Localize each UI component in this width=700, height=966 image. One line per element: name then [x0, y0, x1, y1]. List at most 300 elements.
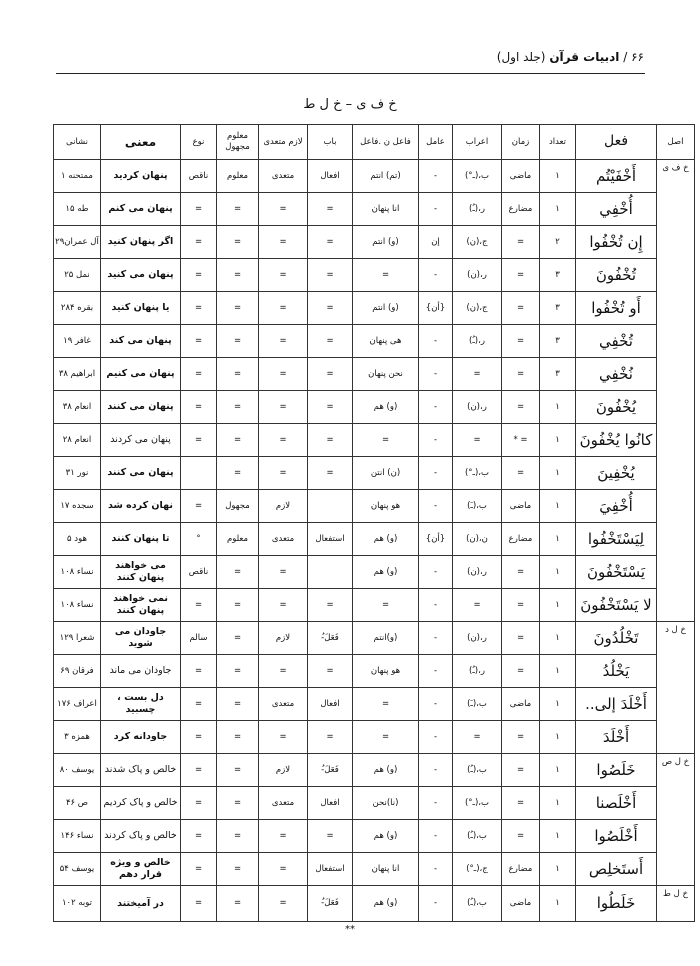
mana-cell: یا پنهان کنید — [101, 292, 181, 325]
bab-cell: = — [308, 226, 353, 259]
erab-cell: ج،(ن) — [453, 292, 502, 325]
table-row — [54, 226, 695, 259]
col-amel: عامل — [419, 125, 453, 160]
maloom-cell: = — [217, 721, 259, 754]
bab-cell: فَعَلَ-ُ — [308, 886, 353, 922]
maloom-cell: = — [217, 886, 259, 922]
fel-cell: إِن تُخْفُوا — [576, 226, 657, 259]
page-header — [497, 50, 644, 64]
neshani-cell: انعام ۳۸ — [54, 391, 101, 424]
maloom-cell: = — [217, 391, 259, 424]
table-row — [54, 523, 695, 556]
fael-cell: (و) انتم — [353, 292, 419, 325]
maloom-cell: معلوم — [217, 523, 259, 556]
lazem-cell: = — [259, 259, 308, 292]
noe-cell: = — [181, 193, 217, 226]
amel-cell: - — [419, 820, 453, 853]
col-fel: فعل — [576, 125, 657, 160]
noe-cell: = — [181, 655, 217, 688]
fael-cell: = — [353, 259, 419, 292]
lazem-cell: = — [259, 589, 308, 622]
erab-cell: ر،(ـُ) — [453, 325, 502, 358]
table-row — [54, 391, 695, 424]
noe-cell: = — [181, 490, 217, 523]
table-row — [54, 490, 695, 523]
tedad-cell: ۳ — [540, 292, 576, 325]
maloom-cell: = — [217, 589, 259, 622]
maloom-cell: = — [217, 193, 259, 226]
fael-cell: هی پنهان — [353, 325, 419, 358]
fel-cell: أَو تُخْفُوا — [576, 292, 657, 325]
root-cell: خ ل ط — [657, 886, 695, 922]
maloom-cell: مجهول — [217, 490, 259, 523]
mana-cell: پنهان می کنند — [101, 391, 181, 424]
neshani-cell: ابراهیم ۳۸ — [54, 358, 101, 391]
lazem-cell: = — [259, 193, 308, 226]
table-row — [54, 754, 695, 787]
zaman-cell: = — [502, 721, 540, 754]
lazem-cell: = — [259, 457, 308, 490]
mana-cell: پنهان می کند — [101, 325, 181, 358]
bab-cell: افعال — [308, 688, 353, 721]
noe-cell: ناقص — [181, 160, 217, 193]
mana-cell: اگر پنهان کنید — [101, 226, 181, 259]
lazem-cell: متعدی — [259, 160, 308, 193]
fel-cell: تُخْفِي — [576, 325, 657, 358]
amel-cell: {أن} — [419, 523, 453, 556]
amel-cell: إن — [419, 226, 453, 259]
fel-cell: أَخْلَصُوا — [576, 820, 657, 853]
zaman-cell: = — [502, 358, 540, 391]
tedad-cell: ۱ — [540, 424, 576, 457]
noe-cell: = — [181, 721, 217, 754]
tedad-cell: ۳ — [540, 358, 576, 391]
table-row — [54, 160, 695, 193]
lazem-cell: = — [259, 226, 308, 259]
fel-cell: خَلَطُوا — [576, 886, 657, 922]
fel-cell: تُخْفُونَ — [576, 259, 657, 292]
mana-cell: خالص و پاک شدند — [101, 754, 181, 787]
maloom-cell: = — [217, 556, 259, 589]
amel-cell: - — [419, 589, 453, 622]
table-row — [54, 820, 695, 853]
noe-cell: = — [181, 787, 217, 820]
table-row — [54, 589, 695, 622]
mana-cell: پنهان می کنید — [101, 259, 181, 292]
zaman-cell: = — [502, 622, 540, 655]
col-bab: باب — [308, 125, 353, 160]
amel-cell: - — [419, 886, 453, 922]
zaman-cell: مضارع — [502, 523, 540, 556]
erab-cell: = — [453, 721, 502, 754]
bab-cell: = — [308, 292, 353, 325]
erab-cell: ب،(ـُ) — [453, 820, 502, 853]
tedad-cell: ۱ — [540, 787, 576, 820]
fel-cell: أَستَخلِص — [576, 853, 657, 886]
mana-cell: پنهان کردید — [101, 160, 181, 193]
erab-cell: ر،(ن) — [453, 259, 502, 292]
mana-cell: جاودان می شوید — [101, 622, 181, 655]
zaman-cell: = — [502, 226, 540, 259]
col-maloom: معلوم مجهول — [217, 125, 259, 160]
table-row — [54, 259, 695, 292]
fel-cell: تَخْلُدُونَ — [576, 622, 657, 655]
bab-cell: = — [308, 325, 353, 358]
tedad-cell: ۱ — [540, 193, 576, 226]
fael-cell: (و) هم — [353, 556, 419, 589]
erab-cell: ب،(ـَ) — [453, 688, 502, 721]
mana-cell: خالص و پاک کردند — [101, 820, 181, 853]
noe-cell: = — [181, 358, 217, 391]
mana-cell: می خواهند پنهان کنند — [101, 556, 181, 589]
erab-cell: = — [453, 424, 502, 457]
amel-cell: - — [419, 457, 453, 490]
mana-cell: جاودان می ماند — [101, 655, 181, 688]
fel-cell: أُخْفِي — [576, 193, 657, 226]
col-mana: معنی — [101, 125, 181, 160]
header-rule — [56, 73, 645, 74]
table-row — [54, 424, 695, 457]
table-row — [54, 292, 695, 325]
col-tedad: تعداد — [540, 125, 576, 160]
tedad-cell: ۱ — [540, 556, 576, 589]
table-row — [54, 787, 695, 820]
col-fael: فاعل ن .فاعل — [353, 125, 419, 160]
neshani-cell: شعرا ۱۲۹ — [54, 622, 101, 655]
col-neshani: نشانی — [54, 125, 101, 160]
zaman-cell: = — [502, 457, 540, 490]
fael-cell: انا پنهان — [353, 193, 419, 226]
lazem-cell: متعدی — [259, 787, 308, 820]
noe-cell: = — [181, 292, 217, 325]
mana-cell: در آمیختند — [101, 886, 181, 922]
table-row — [54, 193, 695, 226]
amel-cell: - — [419, 787, 453, 820]
noe-cell: = — [181, 325, 217, 358]
maloom-cell: = — [217, 292, 259, 325]
table-row — [54, 358, 695, 391]
zaman-cell: = * — [502, 424, 540, 457]
maloom-cell: = — [217, 853, 259, 886]
amel-cell: - — [419, 391, 453, 424]
mana-cell: نمی خواهند پنهان کنند — [101, 589, 181, 622]
fael-cell: (نا)نحن — [353, 787, 419, 820]
erab-cell: ب،(ـَ) — [453, 490, 502, 523]
fael-cell: هو پنهان — [353, 490, 419, 523]
table-row — [54, 556, 695, 589]
fael-cell: = — [353, 424, 419, 457]
bab-cell: = — [308, 358, 353, 391]
col-lazem: لازم متعدی — [259, 125, 308, 160]
verb-table — [53, 124, 695, 922]
maloom-cell: = — [217, 622, 259, 655]
neshani-cell: یوسف ۵۴ — [54, 853, 101, 886]
noe-cell: = — [181, 754, 217, 787]
noe-cell: = — [181, 853, 217, 886]
zaman-cell: = — [502, 556, 540, 589]
tedad-cell: ۳ — [540, 259, 576, 292]
amel-cell: - — [419, 325, 453, 358]
maloom-cell: = — [217, 226, 259, 259]
page-number: ۶۶ / — [623, 50, 644, 64]
fel-cell: يُخْفُونَ — [576, 391, 657, 424]
tedad-cell: ۱ — [540, 853, 576, 886]
maloom-cell: = — [217, 358, 259, 391]
tedad-cell: ۱ — [540, 589, 576, 622]
amel-cell: - — [419, 688, 453, 721]
erab-cell: ب،(ـ°) — [453, 160, 502, 193]
zaman-cell: = — [502, 292, 540, 325]
fel-cell: يُخْفِينَ — [576, 457, 657, 490]
neshani-cell: هود ۵ — [54, 523, 101, 556]
maloom-cell: = — [217, 787, 259, 820]
fel-cell: أَخْلَدَ — [576, 721, 657, 754]
root-cell: خ ل د — [657, 622, 695, 754]
maloom-cell: = — [217, 754, 259, 787]
fel-cell: خَلَصُوا — [576, 754, 657, 787]
neshani-cell: طه ۱۵ — [54, 193, 101, 226]
bab-cell: = — [308, 655, 353, 688]
neshani-cell: توبه ۱۰۲ — [54, 886, 101, 922]
lazem-cell: = — [259, 820, 308, 853]
bab-cell: = — [308, 820, 353, 853]
zaman-cell: مضارع — [502, 193, 540, 226]
section-title: خ ف ی – خ ل ط — [303, 97, 397, 112]
erab-cell: ر،(ن) — [453, 622, 502, 655]
lazem-cell: متعدی — [259, 523, 308, 556]
lazem-cell: لازم — [259, 754, 308, 787]
tedad-cell: ۱ — [540, 655, 576, 688]
zaman-cell: = — [502, 391, 540, 424]
mana-cell: پنهان می کنم — [101, 193, 181, 226]
fael-cell: (و) هم — [353, 391, 419, 424]
zaman-cell: = — [502, 655, 540, 688]
amel-cell: - — [419, 358, 453, 391]
erab-cell: ر،(ن) — [453, 391, 502, 424]
tedad-cell: ۲ — [540, 226, 576, 259]
maloom-cell: = — [217, 424, 259, 457]
erab-cell: = — [453, 358, 502, 391]
table-row — [54, 325, 695, 358]
tedad-cell: ۱ — [540, 523, 576, 556]
maloom-cell: = — [217, 259, 259, 292]
neshani-cell: بقره ۲۸۴ — [54, 292, 101, 325]
fael-cell: انا پنهان — [353, 853, 419, 886]
tedad-cell: ۱ — [540, 490, 576, 523]
table-row — [54, 622, 695, 655]
tedad-cell: ۱ — [540, 886, 576, 922]
amel-cell: - — [419, 721, 453, 754]
zaman-cell: مضارع — [502, 853, 540, 886]
fael-cell: = — [353, 589, 419, 622]
zaman-cell: ماضی — [502, 160, 540, 193]
amel-cell: - — [419, 754, 453, 787]
bab-cell: استفعال — [308, 523, 353, 556]
zaman-cell: = — [502, 787, 540, 820]
fael-cell: (و) انتم — [353, 226, 419, 259]
mana-cell: نهان کرده شد — [101, 490, 181, 523]
amel-cell: - — [419, 622, 453, 655]
bab-cell: = — [308, 391, 353, 424]
neshani-cell: ص ۴۶ — [54, 787, 101, 820]
lazem-cell: = — [259, 556, 308, 589]
fael-cell: = — [353, 688, 419, 721]
noe-cell: = — [181, 226, 217, 259]
maloom-cell: = — [217, 325, 259, 358]
noe-cell: = — [181, 391, 217, 424]
mana-cell: دل بست ، چسبید — [101, 688, 181, 721]
bab-cell: = — [308, 721, 353, 754]
neshani-cell: فرقان ۶۹ — [54, 655, 101, 688]
tedad-cell: ۳ — [540, 325, 576, 358]
col-erab: اعراب — [453, 125, 502, 160]
amel-cell: - — [419, 490, 453, 523]
noe-cell: = — [181, 688, 217, 721]
zaman-cell: = — [502, 754, 540, 787]
erab-cell: = — [453, 589, 502, 622]
mana-cell: خالص و پاک کردیم — [101, 787, 181, 820]
lazem-cell: = — [259, 424, 308, 457]
tedad-cell: ۱ — [540, 160, 576, 193]
neshani-cell: یوسف ۸۰ — [54, 754, 101, 787]
neshani-cell: نساء ۱۴۶ — [54, 820, 101, 853]
lazem-cell: متعدی — [259, 688, 308, 721]
table-row — [54, 853, 695, 886]
lazem-cell: لازم — [259, 622, 308, 655]
amel-cell: - — [419, 853, 453, 886]
noe-cell — [181, 457, 217, 490]
fel-cell: يَخْلُدُ — [576, 655, 657, 688]
lazem-cell: = — [259, 886, 308, 922]
erab-cell: ب،(ـُ) — [453, 886, 502, 922]
lazem-cell: = — [259, 655, 308, 688]
mana-cell: پنهان می کردند — [101, 424, 181, 457]
tedad-cell: ۱ — [540, 622, 576, 655]
fael-cell: (و) هم — [353, 523, 419, 556]
table-row — [54, 721, 695, 754]
neshani-cell: انعام ۲۸ — [54, 424, 101, 457]
lazem-cell: = — [259, 325, 308, 358]
bab-cell — [308, 556, 353, 589]
fael-cell: (و) هم — [353, 754, 419, 787]
bab-cell: استفعال — [308, 853, 353, 886]
col-asl: اصل — [657, 125, 695, 160]
neshani-cell: سجده ۱۷ — [54, 490, 101, 523]
fael-cell: = — [353, 721, 419, 754]
erab-cell: ب،(ـُ) — [453, 754, 502, 787]
noe-cell: = — [181, 820, 217, 853]
amel-cell: {أن} — [419, 292, 453, 325]
fael-cell: (ن) انتن — [353, 457, 419, 490]
fel-cell: نُخْفِي — [576, 358, 657, 391]
lazem-cell: لازم — [259, 490, 308, 523]
zaman-cell: = — [502, 325, 540, 358]
table-body — [54, 160, 695, 922]
fel-cell: أَخْفَيْتُم — [576, 160, 657, 193]
lazem-cell: = — [259, 358, 308, 391]
root-cell: خ ف ی — [657, 160, 695, 622]
tedad-cell: ۱ — [540, 688, 576, 721]
neshani-cell: آل عمران۲۹ — [54, 226, 101, 259]
bab-cell: فَعَلَ-ُ — [308, 622, 353, 655]
amel-cell: - — [419, 259, 453, 292]
neshani-cell: اعراف ۱۷۶ — [54, 688, 101, 721]
neshani-cell: همزه ۳ — [54, 721, 101, 754]
tedad-cell: ۱ — [540, 457, 576, 490]
amel-cell: - — [419, 424, 453, 457]
mana-cell: جاودانه کرد — [101, 721, 181, 754]
bab-cell — [308, 490, 353, 523]
col-zaman: زمان — [502, 125, 540, 160]
col-noe: نوع — [181, 125, 217, 160]
table-row — [54, 655, 695, 688]
noe-cell: = — [181, 424, 217, 457]
neshani-cell: ممتحنه ۱ — [54, 160, 101, 193]
fael-cell: هو پنهان — [353, 655, 419, 688]
erab-cell: ب،(ـ°) — [453, 787, 502, 820]
amel-cell: - — [419, 556, 453, 589]
fel-cell: كانُوا يُخْفُونَ — [576, 424, 657, 457]
mana-cell: خالص و ویژه قرار دهم — [101, 853, 181, 886]
table-row — [54, 457, 695, 490]
bab-cell: افعال — [308, 160, 353, 193]
lazem-cell: = — [259, 721, 308, 754]
tedad-cell: ۱ — [540, 391, 576, 424]
tedad-cell: ۱ — [540, 721, 576, 754]
bab-cell: = — [308, 457, 353, 490]
zaman-cell: ماضی — [502, 490, 540, 523]
neshani-cell: نساء ۱۰۸ — [54, 589, 101, 622]
fael-cell: (و) هم — [353, 820, 419, 853]
amel-cell: - — [419, 193, 453, 226]
fael-cell: (تم) انتم — [353, 160, 419, 193]
maloom-cell: معلوم — [217, 160, 259, 193]
bab-cell: = — [308, 424, 353, 457]
maloom-cell: = — [217, 820, 259, 853]
fel-cell: أَخْلَصنا — [576, 787, 657, 820]
lazem-cell: = — [259, 292, 308, 325]
noe-cell: = — [181, 886, 217, 922]
bab-cell: = — [308, 193, 353, 226]
bab-cell: افعال — [308, 787, 353, 820]
root-cell: خ ل ص — [657, 754, 695, 886]
zaman-cell: ماضی — [502, 886, 540, 922]
erab-cell: ر،(ـُ) — [453, 193, 502, 226]
erab-cell: ر،(ن) — [453, 556, 502, 589]
lazem-cell: = — [259, 391, 308, 424]
page-footer: ** — [345, 924, 355, 935]
neshani-cell: نساء ۱۰۸ — [54, 556, 101, 589]
erab-cell: ج،(ن) — [453, 226, 502, 259]
fel-cell: لِيَسْتَخْفُوا — [576, 523, 657, 556]
fael-cell: (و)انتم — [353, 622, 419, 655]
fael-cell: نحن پنهان — [353, 358, 419, 391]
fel-cell: أَخْلَدَ إلى.. — [576, 688, 657, 721]
amel-cell: - — [419, 655, 453, 688]
noe-cell: ناقص — [181, 556, 217, 589]
fel-cell: أُخْفِيَ — [576, 490, 657, 523]
bab-cell: = — [308, 259, 353, 292]
erab-cell: ب،(ـ°) — [453, 457, 502, 490]
neshani-cell: غافر ۱۹ — [54, 325, 101, 358]
neshani-cell: نور ۳۱ — [54, 457, 101, 490]
tedad-cell: ۱ — [540, 820, 576, 853]
mana-cell: پنهان می کنیم — [101, 358, 181, 391]
table-row — [54, 688, 695, 721]
mana-cell: پنهان می کنند — [101, 457, 181, 490]
table-header-row — [54, 125, 695, 160]
fel-cell: يَسْتَخْفُونَ — [576, 556, 657, 589]
